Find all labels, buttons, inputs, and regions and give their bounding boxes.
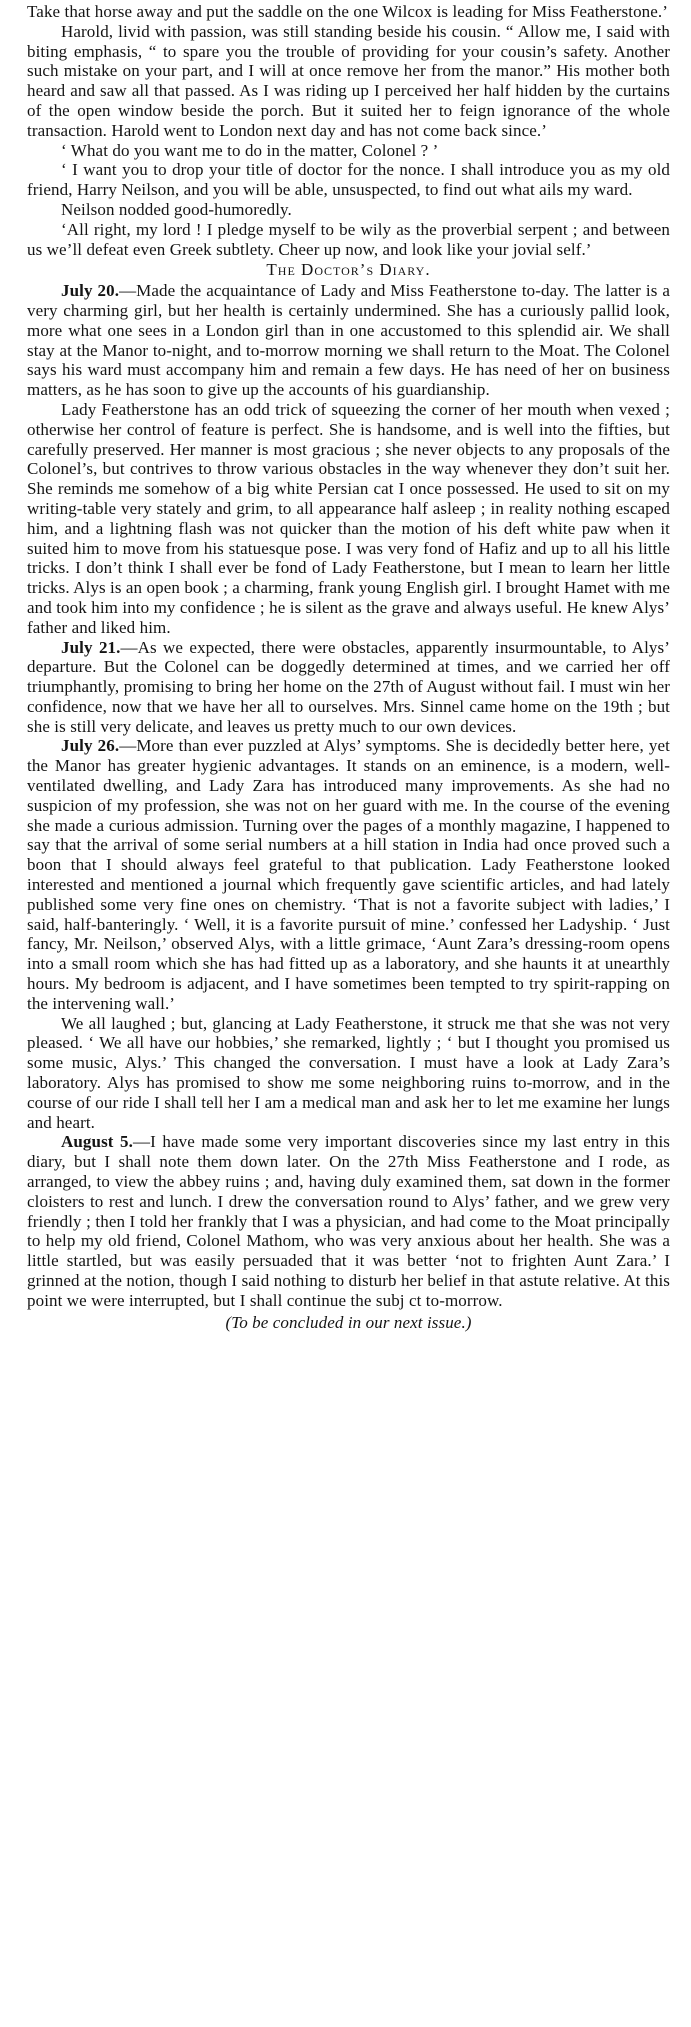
paragraph-6: ‘All right, my lord ! I pledge myself to be wily as the proverbial serpent ; and between us we’ll defeat even Greek subtlety. Cheer up now, and look like your jovial self.’ — [27, 219, 670, 259]
paragraph-5: Neilson nodded good-humoredly. — [61, 199, 292, 219]
diary-entry-august-5 — [27, 1132, 670, 1310]
continuation-note: (To be concluded in our next issue.) — [225, 1312, 472, 1332]
entry-date: July 21. — [61, 637, 121, 657]
diary-entry-july-21 — [27, 638, 670, 737]
paragraph-we-all-laughed: We all laughed ; but, glancing at Lady Featherstone, it struck me that she was not very pleased. ‘ We all have our hobbies,’ she remarked, lightly ; ‘ but I thought you promised us some music, Alys.’ This changed the conversation. I must have a look at Lady Zara’s laboratory. Alys has promised to show me some neighboring ruins to-morrow, and in the course of our ride I shall tell her I am a medical man and ask her to let me examine her lungs and heart. — [27, 1013, 670, 1132]
diary-entry-july-26 — [27, 736, 670, 1013]
paragraph-2: Harold, livid with passion, was still standing beside his cousin. “ Allow me, I said with biting emphasis, “ to spare you the trouble of providing for your cousin’s safety. Another such mistake on your part, and I will at once remove her from the manor.” His mother both heard and saw all that passed. As I was riding up I perceived her half hidden by the curtains of the open window beside the porch. But it suited her to feign ignorance of the whole transaction. Harold went to London next day and has not come back since.’ — [27, 21, 670, 140]
entry-text: —I have made some very important discoveries since my last entry in this diary, but I shall note them down later. On the 27th Miss Featherstone and I rode, as arranged, to view the abbey ruins ; and, having duly examined them, sat down in the former cloisters to rest and lunch. I drew the conversation round to Alys’ father, and we grew very friendly ; then I told her frankly that I was a physician, and had come to the Moat principally to help my old friend, Colonel Mathom, who was very anxious about her health. She was a little startled, but was easily persuaded that it was better ‘not to frighten Aunt Zara.’ I grinned at the notion, though I said nothing to disturb her belief in that astute relative. At this point we were interrupted, but I shall continue the subj ct to-morrow. — [27, 1132, 670, 1310]
entry-date: July 20. — [61, 281, 120, 301]
paragraph-4: ‘ I want you to drop your title of doctor for the nonce. I shall introduce you as my old friend, Harry Neilson, and you will be able, unsuspected, to find out what ails my ward. — [27, 160, 670, 200]
entry-text: —Made the acquaintance of Lady and Miss Featherstone to-day. The latter is a very charming girl, but her health is certainly undermined. She has a curiously pallid look, more what one sees in a London girl than in one accustomed to this splendid air. We shall stay at the Manor to-night, and to-morrow morning we shall return to the Moat. The Colonel says his ward must accompany him and remain a few days. He has need of her on business matters, as he has soon to give up the accounts of his guardianship. — [27, 281, 670, 400]
paragraph-1: Take that horse away and put the saddle on the one Wilcox is leading for Miss Featherstone.’ — [27, 2, 669, 21]
paragraph-lady-featherstone: Lady Featherstone has an odd trick of squeezing the corner of her mouth when vexed ; otherwise her control of feature is perfect. She is handsome, and is well into the fifties, but carefully preserved. Her manner is most gracious ; she never objects to any proposals of the Colonel’s, but contrives to throw various obstacles in the way whenever they don’t suit her. She reminds me somehow of a big white Persian cat I once possessed. He used to sit on my writing-table very stately and grim, to all appearance half asleep ; in reality nothing escaped him, and a lightning flash was not quicker than the motion of his deft white paw when it suited him to move from his statuesque pose. I was very fond of Hafiz and up to all his little tricks. I don’t think I shall ever be fond of Lady Featherstone, but I mean to learn her little tricks. Alys is an open book ; a charming, frank young English girl. I brought Hamet with me and took him into my confidence ; he is silent as the grave and always useful. He knew Alys’ father and liked him. — [27, 399, 670, 637]
article-column — [27, 2, 670, 1332]
entry-text: —More than ever puzzled at Alys’ symptoms. She is decidedly better here, yet the Manor has greater hygienic advantages. It stands on an eminence, is a modern, well-ventilated dwelling, and Lady Zara has introduced many improvements. As she had no suspicion of my profession, she was not on her guard with me. In the course of the evening she made a curious admission. Turning over the pages of a monthly magazine, I happened to say that the arrival of some serial numbers at a hill station in India had once proved such a boon that I should always feel grateful to that publication. Lady Featherstone looked interested and mentioned a journal which frequently gave scientific articles, and had lately published some very fine ones on chemistry. ‘That is not a favorite subject with ladies,’ I said, half-banteringly. ‘ Well, it is a favorite pursuit of mine.’ confessed her Ladyship. ‘ Just fancy, Mr. Neilson,’ observed Alys, with a little grimace, ‘Aunt Zara’s dressing-room opens into a small room which she has had fitted up as a laboratory, and she haunts it at unearthly hours. My bedroom is adjacent, and I have sometimes been tempted to try spirit-rapping on the intervening wall.’ — [27, 736, 670, 1013]
entry-date: July 26. — [61, 736, 120, 756]
section-heading: The Doctor’s Diary. — [266, 260, 431, 280]
entry-date: August 5. — [61, 1132, 133, 1152]
entry-text: —As we expected, there were obstacles, apparently insurmountable, to Alys’ departure. But the Colonel can be doggedly determined at times, and we carried her off triumphantly, promising to bring her home on the 27th of August without fail. I must win her confidence, now that we have her all to ourselves. Mrs. Sinnel came home on the 19th ; but she is still very delicate, and leaves us pretty much to our own devices. — [27, 637, 671, 736]
paragraph-3: ‘ What do you want me to do in the matter, Colonel ? ’ — [61, 140, 439, 160]
diary-entry-july-20 — [27, 281, 670, 400]
